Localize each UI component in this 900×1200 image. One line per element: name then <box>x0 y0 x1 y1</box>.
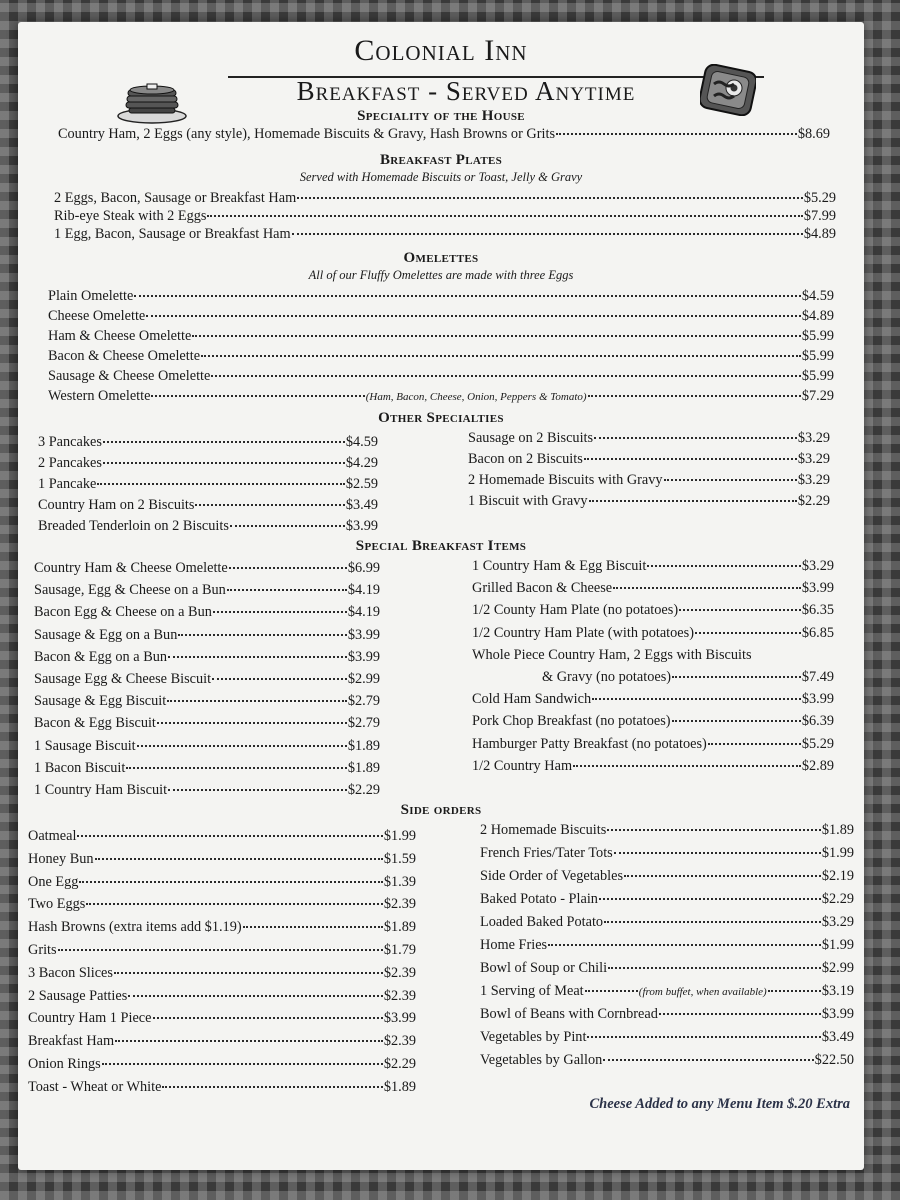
dot-leader <box>753 654 833 656</box>
menu-item-name: Sausage Egg & Cheese Biscuit <box>34 671 212 687</box>
menu-item-name: 1 Country Ham & Egg Biscuit <box>472 558 647 574</box>
menu-item-price: $4.59 <box>801 288 834 304</box>
menu-item-price: $2.39 <box>383 964 416 981</box>
dot-leader <box>608 967 821 969</box>
menu-item-price: $7.29 <box>801 388 834 404</box>
menu-item-detail: (Ham, Bacon, Cheese, Onion, Peppers & Tomato) <box>365 391 587 403</box>
menu-item-price: $2.59 <box>345 476 378 492</box>
menu-item-price: $3.49 <box>345 497 378 513</box>
menu-item-name: Honey Bun <box>28 850 94 867</box>
menu-item-name: Plain Omelette <box>48 288 134 304</box>
menu-item-row <box>34 560 380 577</box>
dot-leader <box>134 295 800 297</box>
menu-item-price: $1.79 <box>383 942 416 958</box>
menu-item-price: $6.35 <box>801 602 834 619</box>
menu-item-price: $3.29 <box>797 451 830 467</box>
menu-item-price: $6.85 <box>801 624 834 641</box>
dot-leader <box>114 972 383 974</box>
menu-item-name: 1/2 County Ham Plate (no potatoes) <box>472 602 679 619</box>
menu-item-price: $3.29 <box>801 558 834 574</box>
menu-item-name: Grilled Bacon & Cheese <box>472 580 613 597</box>
menu-item-price: $5.29 <box>801 735 834 752</box>
menu-sheet <box>18 22 864 1170</box>
menu-item-price: $5.99 <box>801 368 834 384</box>
dot-leader <box>227 589 347 591</box>
menu-item-row <box>28 1056 416 1073</box>
menu-item-row <box>480 937 854 954</box>
menu-item-row <box>34 649 380 666</box>
menu-item-price: $4.19 <box>347 582 380 599</box>
menu-item-row <box>28 988 416 1005</box>
menu-item-name: Ham & Cheese Omelette <box>48 328 192 344</box>
menu-item-row <box>54 208 836 225</box>
omelettes-heading: Omelettes <box>403 250 479 266</box>
menu-item-price: $4.29 <box>345 455 378 471</box>
dot-leader <box>103 462 345 464</box>
menu-item-name: Oatmeal <box>28 828 77 844</box>
menu-item-row <box>468 472 830 489</box>
dot-leader <box>157 722 347 724</box>
dot-leader <box>672 676 801 678</box>
dot-leader <box>573 765 801 767</box>
menu-item-name: 1/2 Country Ham Plate (with potatoes) <box>472 624 694 641</box>
dot-leader <box>588 395 801 397</box>
menu-item-row <box>472 580 834 597</box>
menu-item-name: Onion Rings <box>28 1056 101 1072</box>
dot-leader <box>556 133 797 135</box>
menu-item-price: $2.89 <box>801 757 834 774</box>
menu-item-name: 1 Bacon Biscuit <box>34 759 126 776</box>
dot-leader <box>589 500 797 502</box>
other-heading: Other Specialties <box>378 410 504 426</box>
dot-leader <box>195 504 344 506</box>
dot-leader <box>679 609 801 611</box>
house-heading: Speciality of the House <box>357 108 525 124</box>
menu-item-row <box>472 558 834 575</box>
menu-item-name: Bacon & Cheese Omelette <box>48 348 201 364</box>
menu-item-price: $2.19 <box>821 868 854 884</box>
dot-leader <box>168 789 347 791</box>
menu-item-price: $1.89 <box>347 737 380 754</box>
dot-leader <box>229 567 347 569</box>
plates-note: Served with Homemade Biscuits or Toast, Jelly & Gravy <box>299 170 583 184</box>
menu-item-name: 1/2 Country Ham <box>472 757 573 774</box>
dot-leader <box>201 355 801 357</box>
menu-item-row <box>28 919 416 936</box>
menu-item-row <box>34 582 380 599</box>
menu-item-row <box>468 451 830 468</box>
menu-item-row <box>38 518 378 535</box>
menu-item-row <box>28 874 416 891</box>
menu-item-price: $2.39 <box>383 896 416 913</box>
menu-item-name: Country Ham 1 Piece <box>28 1010 152 1027</box>
menu-item-price: $1.99 <box>821 937 854 953</box>
menu-item-row <box>472 602 834 619</box>
menu-item-row <box>472 758 834 775</box>
menu-item-price: $2.99 <box>821 960 854 976</box>
menu-item-detail: (from buffet, when available) <box>638 986 767 998</box>
dot-leader <box>584 458 797 460</box>
dot-leader <box>103 441 345 443</box>
menu-item-row <box>472 713 834 730</box>
menu-item-row <box>38 455 378 472</box>
menu-item-row <box>54 226 836 243</box>
menu-item-price: $2.99 <box>347 671 380 687</box>
menu-item-name: 1 Pancake <box>38 476 97 492</box>
dot-leader <box>664 479 797 481</box>
dot-leader <box>604 921 821 923</box>
menu-item-price: $3.99 <box>801 691 834 708</box>
menu-content <box>18 22 864 1170</box>
menu-item-row <box>38 497 378 514</box>
menu-item-row <box>34 782 380 799</box>
menu-item-row <box>468 493 830 510</box>
menu-item-row <box>28 1033 416 1050</box>
menu-item-price: $6.99 <box>347 560 380 576</box>
menu-item-name: Bowl of Beans with Cornbread <box>480 1006 658 1022</box>
menu-item-name: Sausage & Cheese Omelette <box>48 368 211 384</box>
dot-leader <box>672 720 801 722</box>
plates-heading: Breakfast Plates <box>379 152 503 168</box>
menu-item-name: Toast - Wheat or White <box>28 1078 162 1095</box>
dot-leader <box>153 1017 383 1019</box>
menu-item-name: 1 Biscuit with Gravy <box>468 493 588 509</box>
menu-item-price: $2.29 <box>821 891 854 907</box>
dot-leader <box>599 898 821 900</box>
dot-leader <box>151 395 364 397</box>
menu-item-name: Hamburger Patty Breakfast (no potatoes) <box>472 735 707 752</box>
dot-leader <box>603 1059 813 1061</box>
menu-item-price: $1.89 <box>347 759 380 776</box>
menu-item-price: $1.39 <box>383 873 416 890</box>
menu-item-price: $7.99 <box>803 208 836 224</box>
menu-item-name: Cold Ham Sandwich <box>472 691 592 708</box>
menu-item-name: 3 Bacon Slices <box>28 964 113 981</box>
menu-item-row <box>480 1052 854 1069</box>
menu-item-name: Breaded Tenderloin on 2 Biscuits <box>38 518 229 534</box>
menu-item-name: One Egg <box>28 873 79 890</box>
menu-item-row <box>28 851 416 868</box>
menu-item-price: $5.99 <box>801 348 834 364</box>
menu-item-row <box>480 983 854 1000</box>
menu-item-name: Cheese Omelette <box>48 308 146 324</box>
menu-item-price: $2.39 <box>383 987 416 1004</box>
dot-leader <box>768 990 821 992</box>
menu-item-row <box>480 822 854 839</box>
dot-leader <box>230 525 345 527</box>
menu-item-row <box>28 828 416 845</box>
omelettes-note: All of our Fluffy Omelettes are made with three Eggs <box>308 268 574 282</box>
menu-item-row <box>542 669 834 686</box>
menu-item-price: $4.59 <box>345 434 378 450</box>
menu-item-row <box>472 647 834 664</box>
menu-item-name: Hash Browns (extra items add $1.19) <box>28 919 242 936</box>
menu-item-row <box>58 126 830 143</box>
menu-item-name: Sausage & Egg on a Bun <box>34 626 178 643</box>
menu-item-price: $2.29 <box>797 493 830 509</box>
menu-item-price: $4.89 <box>803 226 836 242</box>
dot-leader <box>168 656 347 658</box>
menu-item-price: $3.29 <box>797 472 830 488</box>
menu-item-name: Home Fries <box>480 937 548 953</box>
menu-item-row <box>472 736 834 753</box>
menu-item-row <box>34 627 380 644</box>
menu-item-name: Bacon Egg & Cheese on a Bun <box>34 604 212 621</box>
dot-leader <box>77 835 382 837</box>
menu-item-name: Bacon & Egg on a Bun <box>34 648 168 665</box>
menu-item-row <box>472 625 834 642</box>
dot-leader <box>614 852 821 854</box>
menu-item-name: Country Ham, 2 Eggs (any style), Homemade Biscuits & Gravy, Hash Browns or Grits <box>58 126 556 142</box>
menu-item-row <box>480 845 854 862</box>
menu-item-row <box>48 388 834 405</box>
menu-item-price: $22.50 <box>814 1052 854 1068</box>
dot-leader <box>58 949 383 951</box>
menu-item-name: Bowl of Soup or Chili <box>480 960 608 976</box>
menu-item-price: $1.89 <box>383 919 416 936</box>
menu-item-row <box>28 1079 416 1096</box>
menu-item-name: Side Order of Vegetables <box>480 868 624 884</box>
menu-item-name: Western Omelette <box>48 388 151 404</box>
menu-item-price: $3.99 <box>383 1010 416 1027</box>
dot-leader <box>594 437 797 439</box>
menu-item-row <box>480 1006 854 1023</box>
menu-item-price: $3.99 <box>347 648 380 665</box>
menu-item-row <box>480 914 854 931</box>
menu-item-row <box>38 434 378 451</box>
menu-item-name: 2 Pancakes <box>38 455 102 471</box>
menu-item-price: $4.19 <box>347 604 380 621</box>
menu-item-name: 2 Homemade Biscuits with Gravy <box>468 472 663 488</box>
menu-item-row <box>28 965 416 982</box>
menu-item-name: 1 Serving of Meat <box>480 983 584 999</box>
menu-item-row <box>28 942 416 959</box>
menu-item-price: $3.99 <box>821 1006 854 1022</box>
menu-item-price: $2.29 <box>383 1056 416 1072</box>
menu-item-row <box>28 1010 416 1027</box>
menu-item-price: $6.39 <box>801 713 834 730</box>
menu-item-name: Country Ham & Cheese Omelette <box>34 560 228 576</box>
menu-item-price: $3.49 <box>821 1029 854 1045</box>
dot-leader <box>86 903 382 905</box>
menu-item-name: Bacon & Egg Biscuit <box>34 715 156 732</box>
dot-leader <box>708 743 801 745</box>
menu-item-price: $1.59 <box>383 850 416 867</box>
menu-item-row <box>34 760 380 777</box>
menu-item-row <box>34 715 380 732</box>
dot-leader <box>128 995 383 997</box>
dot-leader <box>192 335 801 337</box>
special-heading: Special Breakfast Items <box>355 538 527 554</box>
dot-leader <box>695 632 801 634</box>
menu-item-name: 2 Sausage Patties <box>28 987 128 1004</box>
dot-leader <box>146 315 801 317</box>
dot-leader <box>126 767 346 769</box>
dot-leader <box>243 926 383 928</box>
sides-heading: Side orders <box>400 802 482 818</box>
menu-item-row <box>54 190 836 207</box>
restaurant-title: Colonial Inn <box>354 34 528 67</box>
menu-item-row <box>480 960 854 977</box>
menu-item-row <box>28 896 416 913</box>
menu-item-name: Whole Piece Country Ham, 2 Eggs with Biscuits <box>472 646 752 663</box>
menu-item-row <box>480 891 854 908</box>
menu-item-name: Bacon on 2 Biscuits <box>468 451 583 467</box>
dot-leader <box>79 881 382 883</box>
menu-item-price: $5.29 <box>803 190 836 206</box>
menu-item-name: 1 Egg, Bacon, Sausage or Breakfast Ham <box>54 226 291 242</box>
menu-item-price: $3.99 <box>801 580 834 597</box>
menu-item-name: French Fries/Tater Tots <box>480 845 613 861</box>
menu-item-price: $4.89 <box>801 308 834 324</box>
menu-item-price: $8.69 <box>797 126 830 142</box>
dot-leader <box>548 944 821 946</box>
menu-item-name: Rib-eye Steak with 2 Eggs <box>54 208 207 224</box>
menu-item-price: $3.99 <box>347 626 380 643</box>
menu-item-price: $3.29 <box>797 430 830 446</box>
menu-subtitle: Breakfast - Served Anytime <box>296 76 636 106</box>
menu-item-row <box>34 693 380 710</box>
menu-item-price: $3.29 <box>821 914 854 930</box>
dot-leader <box>115 1040 383 1042</box>
menu-item-name: & Gravy (no potatoes) <box>542 669 672 685</box>
menu-item-row <box>48 348 834 365</box>
cheese-extra-note: Cheese Added to any Menu Item $.20 Extra <box>589 1096 850 1112</box>
menu-item-row <box>480 868 854 885</box>
menu-item-name: 2 Homemade Biscuits <box>480 822 607 838</box>
menu-item-name: Sausage on 2 Biscuits <box>468 430 594 446</box>
dot-leader <box>592 698 801 700</box>
dot-leader <box>95 858 383 860</box>
menu-item-row <box>38 476 378 493</box>
menu-item-price: $2.79 <box>347 693 380 710</box>
menu-item-price: $3.19 <box>821 983 854 999</box>
menu-item-name: Country Ham on 2 Biscuits <box>38 497 195 513</box>
menu-item-price: $1.99 <box>821 845 854 861</box>
menu-item-name: Two Eggs <box>28 896 86 913</box>
menu-item-name: 1 Country Ham Biscuit <box>34 782 168 798</box>
dot-leader <box>297 197 803 199</box>
dot-leader <box>212 678 347 680</box>
menu-item-row <box>48 368 834 385</box>
dot-leader <box>613 587 801 589</box>
menu-item-name: Baked Potato - Plain <box>480 891 598 907</box>
menu-item-row <box>48 328 834 345</box>
menu-item-price: $1.89 <box>821 822 854 838</box>
menu-item-name: 3 Pancakes <box>38 434 102 450</box>
menu-item-price: $2.39 <box>383 1033 416 1050</box>
menu-item-price: $3.99 <box>345 518 378 534</box>
menu-item-name: Vegetables by Pint <box>480 1029 587 1045</box>
menu-item-row <box>468 430 830 447</box>
dot-leader <box>207 215 802 217</box>
dot-leader <box>102 1063 383 1065</box>
dot-leader <box>624 875 821 877</box>
dot-leader <box>607 829 821 831</box>
dot-leader <box>292 233 803 235</box>
dot-leader <box>647 565 800 567</box>
dot-leader <box>585 990 638 992</box>
menu-item-name: Grits <box>28 942 57 958</box>
dot-leader <box>211 375 800 377</box>
menu-item-price: $7.49 <box>801 669 834 685</box>
dot-leader <box>162 1086 382 1088</box>
menu-item-price: $5.99 <box>801 328 834 344</box>
menu-item-name: 1 Sausage Biscuit <box>34 737 136 754</box>
menu-item-price: $1.89 <box>383 1078 416 1095</box>
menu-item-price: $1.99 <box>383 828 416 844</box>
menu-item-price: $2.29 <box>347 782 380 798</box>
dot-leader <box>213 611 347 613</box>
menu-item-row <box>34 671 380 688</box>
dot-leader <box>659 1013 821 1015</box>
menu-item-price: $2.79 <box>347 715 380 732</box>
dot-leader <box>587 1036 820 1038</box>
menu-item-row <box>48 288 834 305</box>
menu-item-row <box>34 604 380 621</box>
menu-item-row <box>48 308 834 325</box>
menu-item-name: Sausage & Egg Biscuit <box>34 693 167 710</box>
menu-item-row <box>472 691 834 708</box>
dot-leader <box>97 483 344 485</box>
menu-item-name: Breakfast Ham <box>28 1033 115 1050</box>
dot-leader <box>137 745 347 747</box>
menu-item-name: Loaded Baked Potato <box>480 914 604 930</box>
menu-item-row <box>480 1029 854 1046</box>
menu-item-name: Sausage, Egg & Cheese on a Bun <box>34 582 226 599</box>
dot-leader <box>178 634 346 636</box>
menu-item-name: Vegetables by Gallon <box>480 1052 603 1068</box>
menu-item-name: 2 Eggs, Bacon, Sausage or Breakfast Ham <box>54 190 297 206</box>
dot-leader <box>167 700 347 702</box>
menu-item-row <box>34 738 380 755</box>
menu-item-name: Pork Chop Breakfast (no potatoes) <box>472 713 671 730</box>
